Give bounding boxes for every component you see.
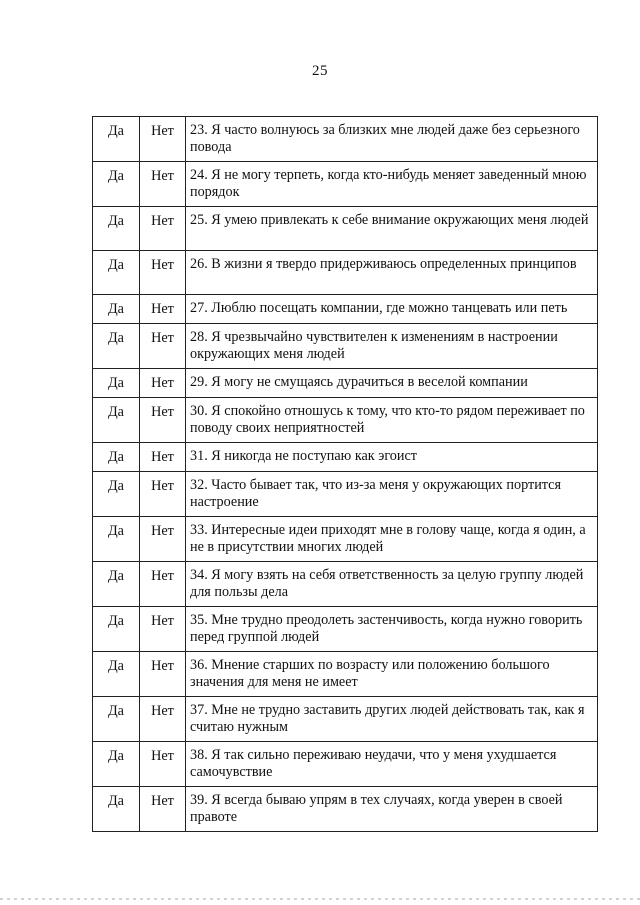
answer-yes[interactable]: Да (93, 295, 140, 324)
question-text: 35. Мне трудно преодолеть застенчивость, когда нужно говорить перед группой людей (186, 607, 598, 652)
question-row (93, 443, 598, 472)
question-text: 28. Я чрезвычайно чувствителен к изменениям в настроении окружающих меня людей (186, 324, 598, 369)
questionnaire-rows (93, 117, 598, 832)
answer-yes[interactable]: Да (93, 324, 140, 369)
question-row (93, 652, 598, 697)
answer-yes[interactable]: Да (93, 117, 140, 162)
answer-no[interactable]: Нет (140, 607, 186, 652)
answer-no[interactable]: Нет (140, 398, 186, 443)
question-text: 38. Я так сильно переживаю неудачи, что у меня ухудшается самочувствие (186, 742, 598, 787)
answer-yes[interactable]: Да (93, 251, 140, 295)
question-row (93, 472, 598, 517)
answer-no[interactable]: Нет (140, 742, 186, 787)
question-row (93, 697, 598, 742)
answer-no[interactable]: Нет (140, 517, 186, 562)
question-text: 25. Я умею привлекать к себе внимание окружающих меня людей (186, 207, 598, 251)
answer-no[interactable]: Нет (140, 443, 186, 472)
answer-yes[interactable]: Да (93, 697, 140, 742)
question-text: 39. Я всегда бываю упрям в тех случаях, когда уверен в своей правоте (186, 787, 598, 832)
answer-yes[interactable]: Да (93, 562, 140, 607)
answer-no[interactable]: Нет (140, 207, 186, 251)
question-row (93, 369, 598, 398)
question-row (93, 117, 598, 162)
question-row (93, 787, 598, 832)
answer-no[interactable]: Нет (140, 562, 186, 607)
answer-no[interactable]: Нет (140, 324, 186, 369)
answer-yes[interactable]: Да (93, 742, 140, 787)
page-number: 25 (312, 63, 328, 79)
answer-yes[interactable]: Да (93, 517, 140, 562)
question-text: 29. Я могу не смущаясь дурачиться в веселой компании (186, 369, 598, 398)
answer-no[interactable]: Нет (140, 251, 186, 295)
answer-no[interactable]: Нет (140, 295, 186, 324)
answer-yes[interactable]: Да (93, 472, 140, 517)
question-row (93, 295, 598, 324)
question-text: 23. Я часто волнуюсь за близких мне людей даже без серьезного повода (186, 117, 598, 162)
answer-yes[interactable]: Да (93, 398, 140, 443)
question-text: 37. Мне не трудно заставить других людей действовать так, как я считаю нужным (186, 697, 598, 742)
answer-yes[interactable]: Да (93, 207, 140, 251)
question-text: 30. Я спокойно отношусь к тому, что кто-то рядом переживает по поводу своих неприятностей (186, 398, 598, 443)
question-text: 32. Часто бывает так, что из-за меня у окружающих портится настроение (186, 472, 598, 517)
questionnaire-table (92, 116, 598, 832)
answer-yes[interactable]: Да (93, 443, 140, 472)
question-row (93, 607, 598, 652)
question-row (93, 251, 598, 295)
answer-yes[interactable]: Да (93, 369, 140, 398)
question-row (93, 398, 598, 443)
question-text: 34. Я могу взять на себя ответственность за целую группу людей для пользы дела (186, 562, 598, 607)
answer-yes[interactable]: Да (93, 162, 140, 207)
answer-no[interactable]: Нет (140, 472, 186, 517)
answer-yes[interactable]: Да (93, 652, 140, 697)
answer-no[interactable]: Нет (140, 162, 186, 207)
question-text: 27. Люблю посещать компании, где можно танцевать или петь (186, 295, 598, 324)
answer-no[interactable]: Нет (140, 369, 186, 398)
answer-no[interactable]: Нет (140, 697, 186, 742)
answer-no[interactable]: Нет (140, 117, 186, 162)
question-row (93, 324, 598, 369)
answer-no[interactable]: Нет (140, 787, 186, 832)
question-row (93, 162, 598, 207)
scan-edge-artifact (0, 898, 640, 900)
question-row (93, 742, 598, 787)
question-text: 26. В жизни я твердо придерживаюсь определенных принципов (186, 251, 598, 295)
answer-yes[interactable]: Да (93, 607, 140, 652)
question-row (93, 207, 598, 251)
question-text: 36. Мнение старших по возрасту или положению большого значения для меня не имеет (186, 652, 598, 697)
question-text: 33. Интересные идеи приходят мне в голову чаще, когда я один, а не в присутствии многих людей (186, 517, 598, 562)
answer-no[interactable]: Нет (140, 652, 186, 697)
answer-yes[interactable]: Да (93, 787, 140, 832)
question-text: 31. Я никогда не поступаю как эгоист (186, 443, 598, 472)
question-text: 24. Я не могу терпеть, когда кто-нибудь меняет заведенный мною порядок (186, 162, 598, 207)
question-row (93, 562, 598, 607)
question-row (93, 517, 598, 562)
